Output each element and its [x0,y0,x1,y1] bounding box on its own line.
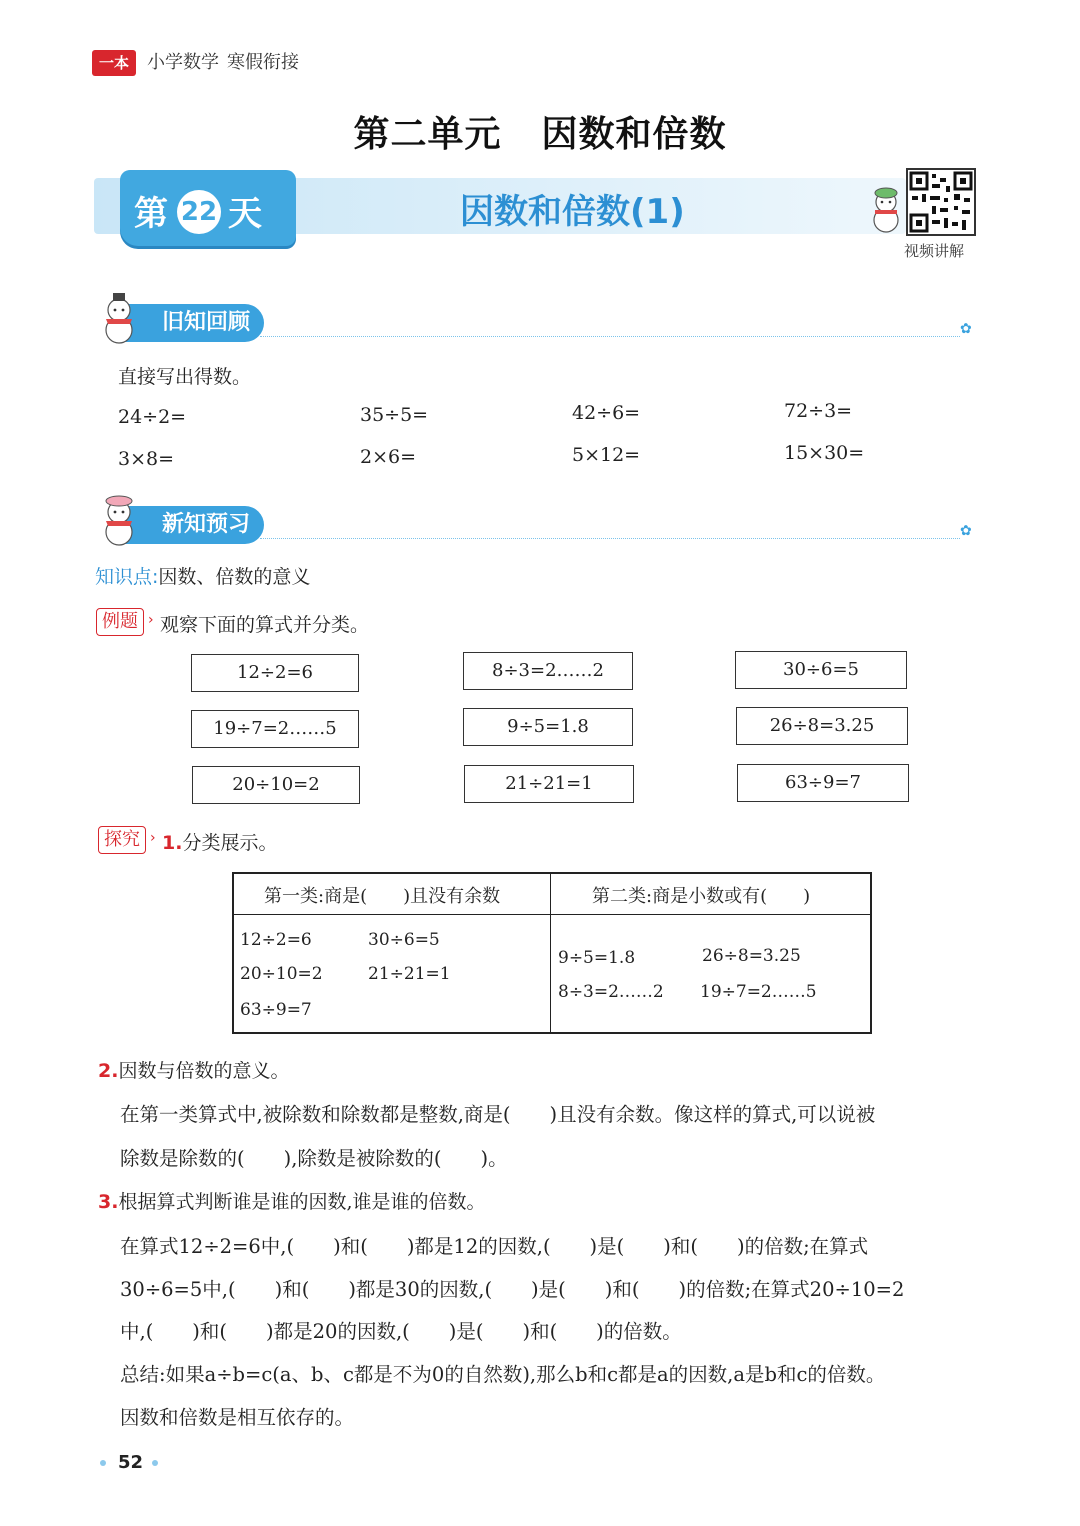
table-cell: 30÷6=5 [368,930,440,950]
equation-box: 26÷8=3.25 [736,707,908,745]
review-problem: 5×12= [572,444,641,466]
unit-name: 因数和倍数 [541,114,727,155]
knowledge-point [95,562,310,589]
section-divider [260,336,960,337]
lesson-title: 因数和倍数(1) [460,192,685,232]
snowman-mascot-icon [96,290,142,346]
series-title [147,50,307,76]
question-2-line: 在第一类算式中,被除数和除数都是整数,商是( )且没有余数。像这样的算式,可以说被 [120,1103,876,1126]
equation-box: 8÷3=2……2 [463,652,633,690]
section-divider [260,538,960,539]
flower-icon: ✿ [960,321,972,337]
equation-box: 9÷5=1.8 [463,708,633,746]
equation-box: 63÷9=7 [737,764,909,802]
unit-number: 第二单元 [353,114,502,155]
summary-line: 因数和倍数是相互依存的。 [120,1406,355,1429]
table-header: 第一类:商是( )且没有余数 [264,886,501,907]
review-problem: 3×8= [118,448,175,470]
classification-table [232,872,872,1034]
table-cell: 20÷10=2 [240,964,323,984]
knowledge-label: 知识点: [95,566,159,588]
snowman-mascot-icon [866,184,906,234]
question-3-line: 30÷6=5中,( )和( )都是30的因数,( )是( )和( )的倍数;在算式20÷10=2 [120,1278,905,1301]
review-problem: 72÷3= [784,400,853,422]
day-suffix: 天 [228,194,262,234]
question-3 [98,1187,486,1214]
summary-line: 总结:如果a÷b=c(a、b、c都是不为0的自然数),那么b和c都是a的因数,a是b和c的倍数。 [120,1363,886,1386]
table-cell: 26÷8=3.25 [702,946,801,966]
review-problem: 15×30= [784,442,865,464]
review-problem: 24÷2= [118,406,187,428]
section-review-title: 旧知回顾 [118,304,264,342]
review-problem: 2×6= [360,446,417,468]
section-preview-title: 新知预习 [118,506,264,544]
review-problem: 35÷5= [360,404,429,426]
question-2 [98,1056,289,1083]
table-cell: 12÷2=6 [240,930,312,950]
flower-icon: ✿ [960,523,972,539]
series-type: 寒假衔接 [227,52,299,73]
brand-logo: 一本 [92,50,136,76]
day-prefix: 第 [134,194,168,234]
page-number: 52 [118,1452,144,1473]
qr-code[interactable] [906,168,976,236]
table-header: 第二类:商是小数或有( ) [592,886,811,907]
chevron-right-icon: › [150,830,156,846]
question-text: 根据算式判断谁是谁的因数,谁是谁的倍数。 [118,1191,486,1213]
question-number: 2. [98,1060,119,1082]
example-instruction: 观察下面的算式并分类。 [160,614,370,636]
table-cell: 9÷5=1.8 [558,948,636,968]
table-cell: 63÷9=7 [240,1000,312,1020]
qr-label: 视频讲解 [904,242,965,260]
question-number: 3. [98,1191,119,1213]
page-dot-icon [152,1460,158,1466]
unit-title [0,106,1080,157]
knowledge-text: 因数、倍数的意义 [158,566,311,588]
review-instruction: 直接写出得数。 [118,366,252,388]
equation-box: 12÷2=6 [191,654,359,692]
question-3-line: 中,( )和( )都是20的因数,( )是( )和( )的倍数。 [120,1320,682,1343]
equation-box: 30÷6=5 [735,651,907,689]
question-3-line: 在算式12÷2=6中,( )和( )都是12的因数,( )是( )和( )的倍数;在算式 [120,1235,869,1258]
qr-code-icon [908,170,974,234]
table-cell: 19÷7=2……5 [700,982,817,1002]
chevron-right-icon: › [148,612,154,628]
question-number: 1. [162,832,183,854]
question-2-line: 除数是除数的( ),除数是被除数的( )。 [120,1147,508,1170]
series-subject: 小学数学 [147,52,219,73]
snowman-mascot-icon [96,492,142,548]
table-divider [550,874,551,1032]
example-tag: 例题 [96,608,144,636]
day-number-badge: 22 [177,190,221,234]
equation-box: 21÷21=1 [464,765,634,803]
review-problem: 42÷6= [572,402,641,424]
question-text: 分类展示。 [182,832,278,854]
explore-tag: 探究 [98,826,146,854]
equation-box: 20÷10=2 [192,766,360,804]
question-text: 因数与倍数的意义。 [118,1060,290,1082]
table-divider [234,914,870,915]
page-dot-icon [100,1460,106,1466]
question-1 [162,828,277,855]
table-cell: 21÷21=1 [368,964,451,984]
equation-box: 19÷7=2……5 [191,710,359,748]
table-cell: 8÷3=2……2 [558,982,664,1002]
